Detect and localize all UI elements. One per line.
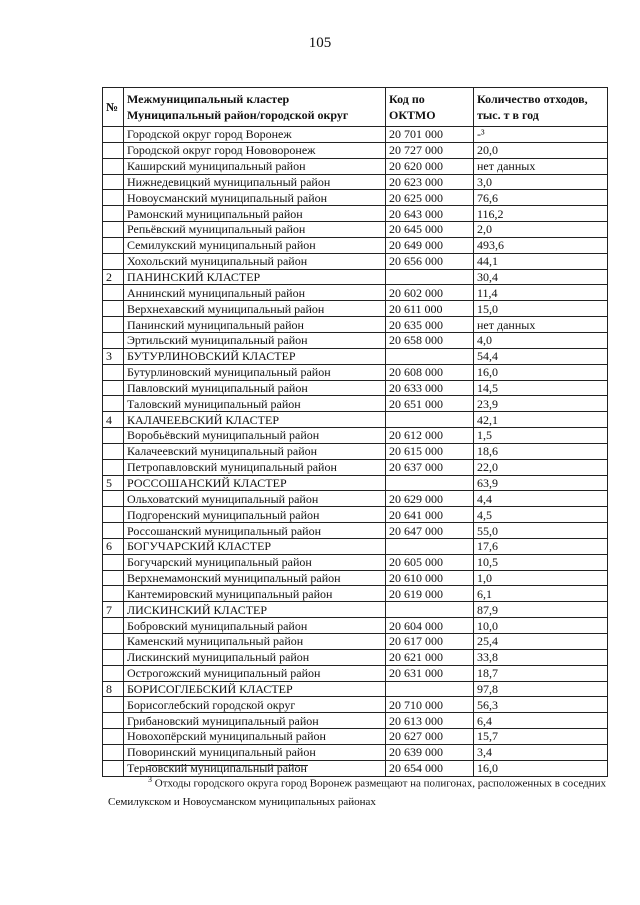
row-code: 20 629 000	[386, 491, 474, 507]
row-name: Новоусманский муниципальный район	[124, 190, 386, 206]
row-code: 20 619 000	[386, 586, 474, 602]
row-num: 6	[103, 538, 124, 554]
row-code: 20 641 000	[386, 507, 474, 523]
row-amount: 97,8	[474, 681, 608, 697]
table-row	[103, 428, 608, 444]
header-code	[386, 88, 474, 127]
table-row	[103, 127, 608, 143]
table-row	[103, 618, 608, 634]
row-name: Калачеевский муниципальный район	[124, 443, 386, 459]
row-amount: -³	[474, 127, 608, 143]
cluster-row	[103, 348, 608, 364]
row-code: 20 639 000	[386, 744, 474, 760]
row-amount: 22,0	[474, 459, 608, 475]
table-row	[103, 744, 608, 760]
row-name: Кантемировский муниципальный район	[124, 586, 386, 602]
row-code	[386, 348, 474, 364]
row-num	[103, 285, 124, 301]
table-row	[103, 713, 608, 729]
row-amount: 2,0	[474, 222, 608, 238]
row-name: Острогожский муниципальный район	[124, 665, 386, 681]
row-num	[103, 127, 124, 143]
row-code: 20 612 000	[386, 428, 474, 444]
row-code: 20 605 000	[386, 554, 474, 570]
footnote-divider	[148, 765, 308, 766]
row-amount: 493,6	[474, 237, 608, 253]
row-name: Бобровский муниципальный район	[124, 618, 386, 634]
header-code-line2: ОКТМО	[389, 108, 436, 122]
row-amount: 10,0	[474, 618, 608, 634]
row-amount: 116,2	[474, 206, 608, 222]
row-code: 20 645 000	[386, 222, 474, 238]
row-amount: 4,0	[474, 332, 608, 348]
row-amount: 42,1	[474, 412, 608, 428]
row-amount: 15,0	[474, 301, 608, 317]
row-amount: 6,1	[474, 586, 608, 602]
table-row	[103, 142, 608, 158]
row-amount: 15,7	[474, 729, 608, 745]
row-amount: 16,0	[474, 760, 608, 776]
row-name: Подгоренский муниципальный район	[124, 507, 386, 523]
row-num	[103, 317, 124, 333]
row-code: 20 701 000	[386, 127, 474, 143]
row-amount: 3,4	[474, 744, 608, 760]
table-row	[103, 222, 608, 238]
row-code: 20 654 000	[386, 760, 474, 776]
row-num	[103, 507, 124, 523]
header-code-line1: Код по	[389, 92, 425, 106]
row-amount: 87,9	[474, 602, 608, 618]
row-num	[103, 523, 124, 539]
row-num	[103, 396, 124, 412]
row-num	[103, 301, 124, 317]
row-name: Петропавловский муниципальный район	[124, 459, 386, 475]
row-name: Верхнемамонский муниципальный район	[124, 570, 386, 586]
row-code: 20 656 000	[386, 253, 474, 269]
table-row	[103, 332, 608, 348]
row-code: 20 637 000	[386, 459, 474, 475]
table-row	[103, 729, 608, 745]
row-amount: 4,4	[474, 491, 608, 507]
waste-table	[102, 87, 608, 777]
row-amount: 30,4	[474, 269, 608, 285]
row-name: Лискинский муниципальный район	[124, 649, 386, 665]
row-amount: 20,0	[474, 142, 608, 158]
table-row	[103, 649, 608, 665]
row-amount: 14,5	[474, 380, 608, 396]
row-code: 20 611 000	[386, 301, 474, 317]
row-name: Аннинский муниципальный район	[124, 285, 386, 301]
table-row	[103, 554, 608, 570]
row-amount: 23,9	[474, 396, 608, 412]
row-name: Бутурлиновский муниципальный район	[124, 364, 386, 380]
row-amount: 17,6	[474, 538, 608, 554]
row-code: 20 608 000	[386, 364, 474, 380]
row-name: РОССОШАНСКИЙ КЛАСТЕР	[124, 475, 386, 491]
header-amount-line2: тыс. т в год	[477, 108, 539, 122]
table-row	[103, 174, 608, 190]
row-code: 20 649 000	[386, 237, 474, 253]
row-num	[103, 744, 124, 760]
table-row	[103, 491, 608, 507]
row-code: 20 727 000	[386, 142, 474, 158]
table-row	[103, 158, 608, 174]
row-code	[386, 475, 474, 491]
row-code: 20 633 000	[386, 380, 474, 396]
row-amount: 10,5	[474, 554, 608, 570]
row-code: 20 610 000	[386, 570, 474, 586]
row-name: Воробьёвский муниципальный район	[124, 428, 386, 444]
row-num	[103, 665, 124, 681]
row-num	[103, 634, 124, 650]
row-code	[386, 681, 474, 697]
row-code	[386, 412, 474, 428]
table-row	[103, 253, 608, 269]
row-code	[386, 602, 474, 618]
row-code: 20 621 000	[386, 649, 474, 665]
row-code: 20 604 000	[386, 618, 474, 634]
table-row	[103, 237, 608, 253]
cluster-row	[103, 269, 608, 285]
row-num	[103, 443, 124, 459]
row-num	[103, 253, 124, 269]
row-num	[103, 491, 124, 507]
row-name: БОРИСОГЛЕБСКИЙ КЛАСТЕР	[124, 681, 386, 697]
row-num: 5	[103, 475, 124, 491]
header-amount-line1: Количество отходов,	[477, 92, 588, 106]
row-num	[103, 729, 124, 745]
row-name: Павловский муниципальный район	[124, 380, 386, 396]
row-name: Каширский муниципальный район	[124, 158, 386, 174]
row-amount: 63,9	[474, 475, 608, 491]
header-num: №	[103, 88, 124, 127]
row-name: Новохопёрский муниципальный район	[124, 729, 386, 745]
row-amount: 33,8	[474, 649, 608, 665]
table-row	[103, 317, 608, 333]
row-code: 20 602 000	[386, 285, 474, 301]
table-row	[103, 570, 608, 586]
row-num: 8	[103, 681, 124, 697]
row-name: Ольховатский муниципальный район	[124, 491, 386, 507]
row-name: ЛИСКИНСКИЙ КЛАСТЕР	[124, 602, 386, 618]
row-amount: 55,0	[474, 523, 608, 539]
cluster-row	[103, 538, 608, 554]
row-name: Таловский муниципальный район	[124, 396, 386, 412]
row-amount: нет данных	[474, 317, 608, 333]
row-amount: 4,5	[474, 507, 608, 523]
row-code: 20 615 000	[386, 443, 474, 459]
row-code: 20 643 000	[386, 206, 474, 222]
footnote-line2: Семилукском и Новоусманском муниципальных районах	[108, 796, 376, 808]
row-num	[103, 364, 124, 380]
row-code	[386, 269, 474, 285]
row-name: БУТУРЛИНОВСКИЙ КЛАСТЕР	[124, 348, 386, 364]
row-num	[103, 697, 124, 713]
cluster-row	[103, 602, 608, 618]
row-num	[103, 554, 124, 570]
row-num	[103, 332, 124, 348]
row-num	[103, 760, 124, 776]
row-num	[103, 174, 124, 190]
table-row	[103, 697, 608, 713]
row-num	[103, 586, 124, 602]
row-code	[386, 538, 474, 554]
row-name: Грибановский муниципальный район	[124, 713, 386, 729]
table-row	[103, 459, 608, 475]
row-name: Городской округ город Нововоронеж	[124, 142, 386, 158]
row-num	[103, 380, 124, 396]
table-row	[103, 507, 608, 523]
page-number: 105	[308, 35, 332, 51]
row-code: 20 647 000	[386, 523, 474, 539]
row-amount: 56,3	[474, 697, 608, 713]
row-num: 2	[103, 269, 124, 285]
row-code: 20 617 000	[386, 634, 474, 650]
row-amount: 16,0	[474, 364, 608, 380]
row-amount: 18,7	[474, 665, 608, 681]
row-name: Верхнехавский муниципальный район	[124, 301, 386, 317]
row-num: 3	[103, 348, 124, 364]
row-num	[103, 459, 124, 475]
row-code: 20 627 000	[386, 729, 474, 745]
row-num: 4	[103, 412, 124, 428]
row-amount: 11,4	[474, 285, 608, 301]
row-code: 20 625 000	[386, 190, 474, 206]
row-code: 20 623 000	[386, 174, 474, 190]
row-name: Терновский муниципальный район	[124, 760, 386, 776]
cluster-row	[103, 412, 608, 428]
row-num	[103, 206, 124, 222]
row-amount: 44,1	[474, 253, 608, 269]
row-num: 7	[103, 602, 124, 618]
table-header-row	[103, 88, 608, 127]
header-name-line2: Муниципальный район/городской округ	[127, 108, 349, 122]
row-code: 20 651 000	[386, 396, 474, 412]
row-num	[103, 237, 124, 253]
row-name: Семилукский муниципальный район	[124, 237, 386, 253]
row-num	[103, 142, 124, 158]
row-name: Каменский муниципальный район	[124, 634, 386, 650]
table-row	[103, 301, 608, 317]
row-name: Панинский муниципальный район	[124, 317, 386, 333]
row-name: БОГУЧАРСКИЙ КЛАСТЕР	[124, 538, 386, 554]
row-amount: 1,5	[474, 428, 608, 444]
row-name: Рамонский муниципальный район	[124, 206, 386, 222]
row-code: 20 635 000	[386, 317, 474, 333]
row-num	[103, 713, 124, 729]
row-name: Городской округ город Воронеж	[124, 127, 386, 143]
row-name: ПАНИНСКИЙ КЛАСТЕР	[124, 269, 386, 285]
row-amount: нет данных	[474, 158, 608, 174]
row-code: 20 631 000	[386, 665, 474, 681]
row-code: 20 710 000	[386, 697, 474, 713]
row-num	[103, 190, 124, 206]
row-num	[103, 158, 124, 174]
footnote-text-1: Отходы городского округа город Воронеж размещают на полигонах, расположенных в соседних	[154, 777, 606, 790]
table-row	[103, 634, 608, 650]
row-num	[103, 428, 124, 444]
row-code: 20 620 000	[386, 158, 474, 174]
table-row	[103, 380, 608, 396]
table-row	[103, 190, 608, 206]
row-amount: 6,4	[474, 713, 608, 729]
row-name: КАЛАЧЕЕВСКИЙ КЛАСТЕР	[124, 412, 386, 428]
row-amount: 76,6	[474, 190, 608, 206]
row-name: Борисоглебский городской округ	[124, 697, 386, 713]
table-row	[103, 665, 608, 681]
row-name: Россошанский муниципальный район	[124, 523, 386, 539]
row-code: 20 613 000	[386, 713, 474, 729]
header-name-line1: Межмуниципальный кластер	[127, 92, 290, 106]
cluster-row	[103, 475, 608, 491]
row-name: Репьёвский муниципальный район	[124, 222, 386, 238]
row-name: Богучарский муниципальный район	[124, 554, 386, 570]
row-amount: 54,4	[474, 348, 608, 364]
row-code: 20 658 000	[386, 332, 474, 348]
table-row	[103, 364, 608, 380]
row-amount: 3,0	[474, 174, 608, 190]
row-num	[103, 618, 124, 634]
cluster-row	[103, 681, 608, 697]
row-num	[103, 649, 124, 665]
row-amount: 1,0	[474, 570, 608, 586]
row-name: Эртильский муниципальный район	[124, 332, 386, 348]
footnote-line1	[148, 773, 640, 791]
row-num	[103, 570, 124, 586]
table-row	[103, 586, 608, 602]
table-row	[103, 206, 608, 222]
table-row	[103, 443, 608, 459]
table-body	[103, 127, 608, 777]
row-name: Нижнедевицкий муниципальный район	[124, 174, 386, 190]
row-amount: 25,4	[474, 634, 608, 650]
row-num	[103, 222, 124, 238]
row-name: Хохольский муниципальный район	[124, 253, 386, 269]
header-name	[124, 88, 386, 127]
row-name: Поворинский муниципальный район	[124, 744, 386, 760]
row-amount: 18,6	[474, 443, 608, 459]
footnote-marker: 3	[148, 775, 152, 784]
table-row	[103, 285, 608, 301]
table-row	[103, 396, 608, 412]
header-amount	[474, 88, 608, 127]
table-row	[103, 523, 608, 539]
